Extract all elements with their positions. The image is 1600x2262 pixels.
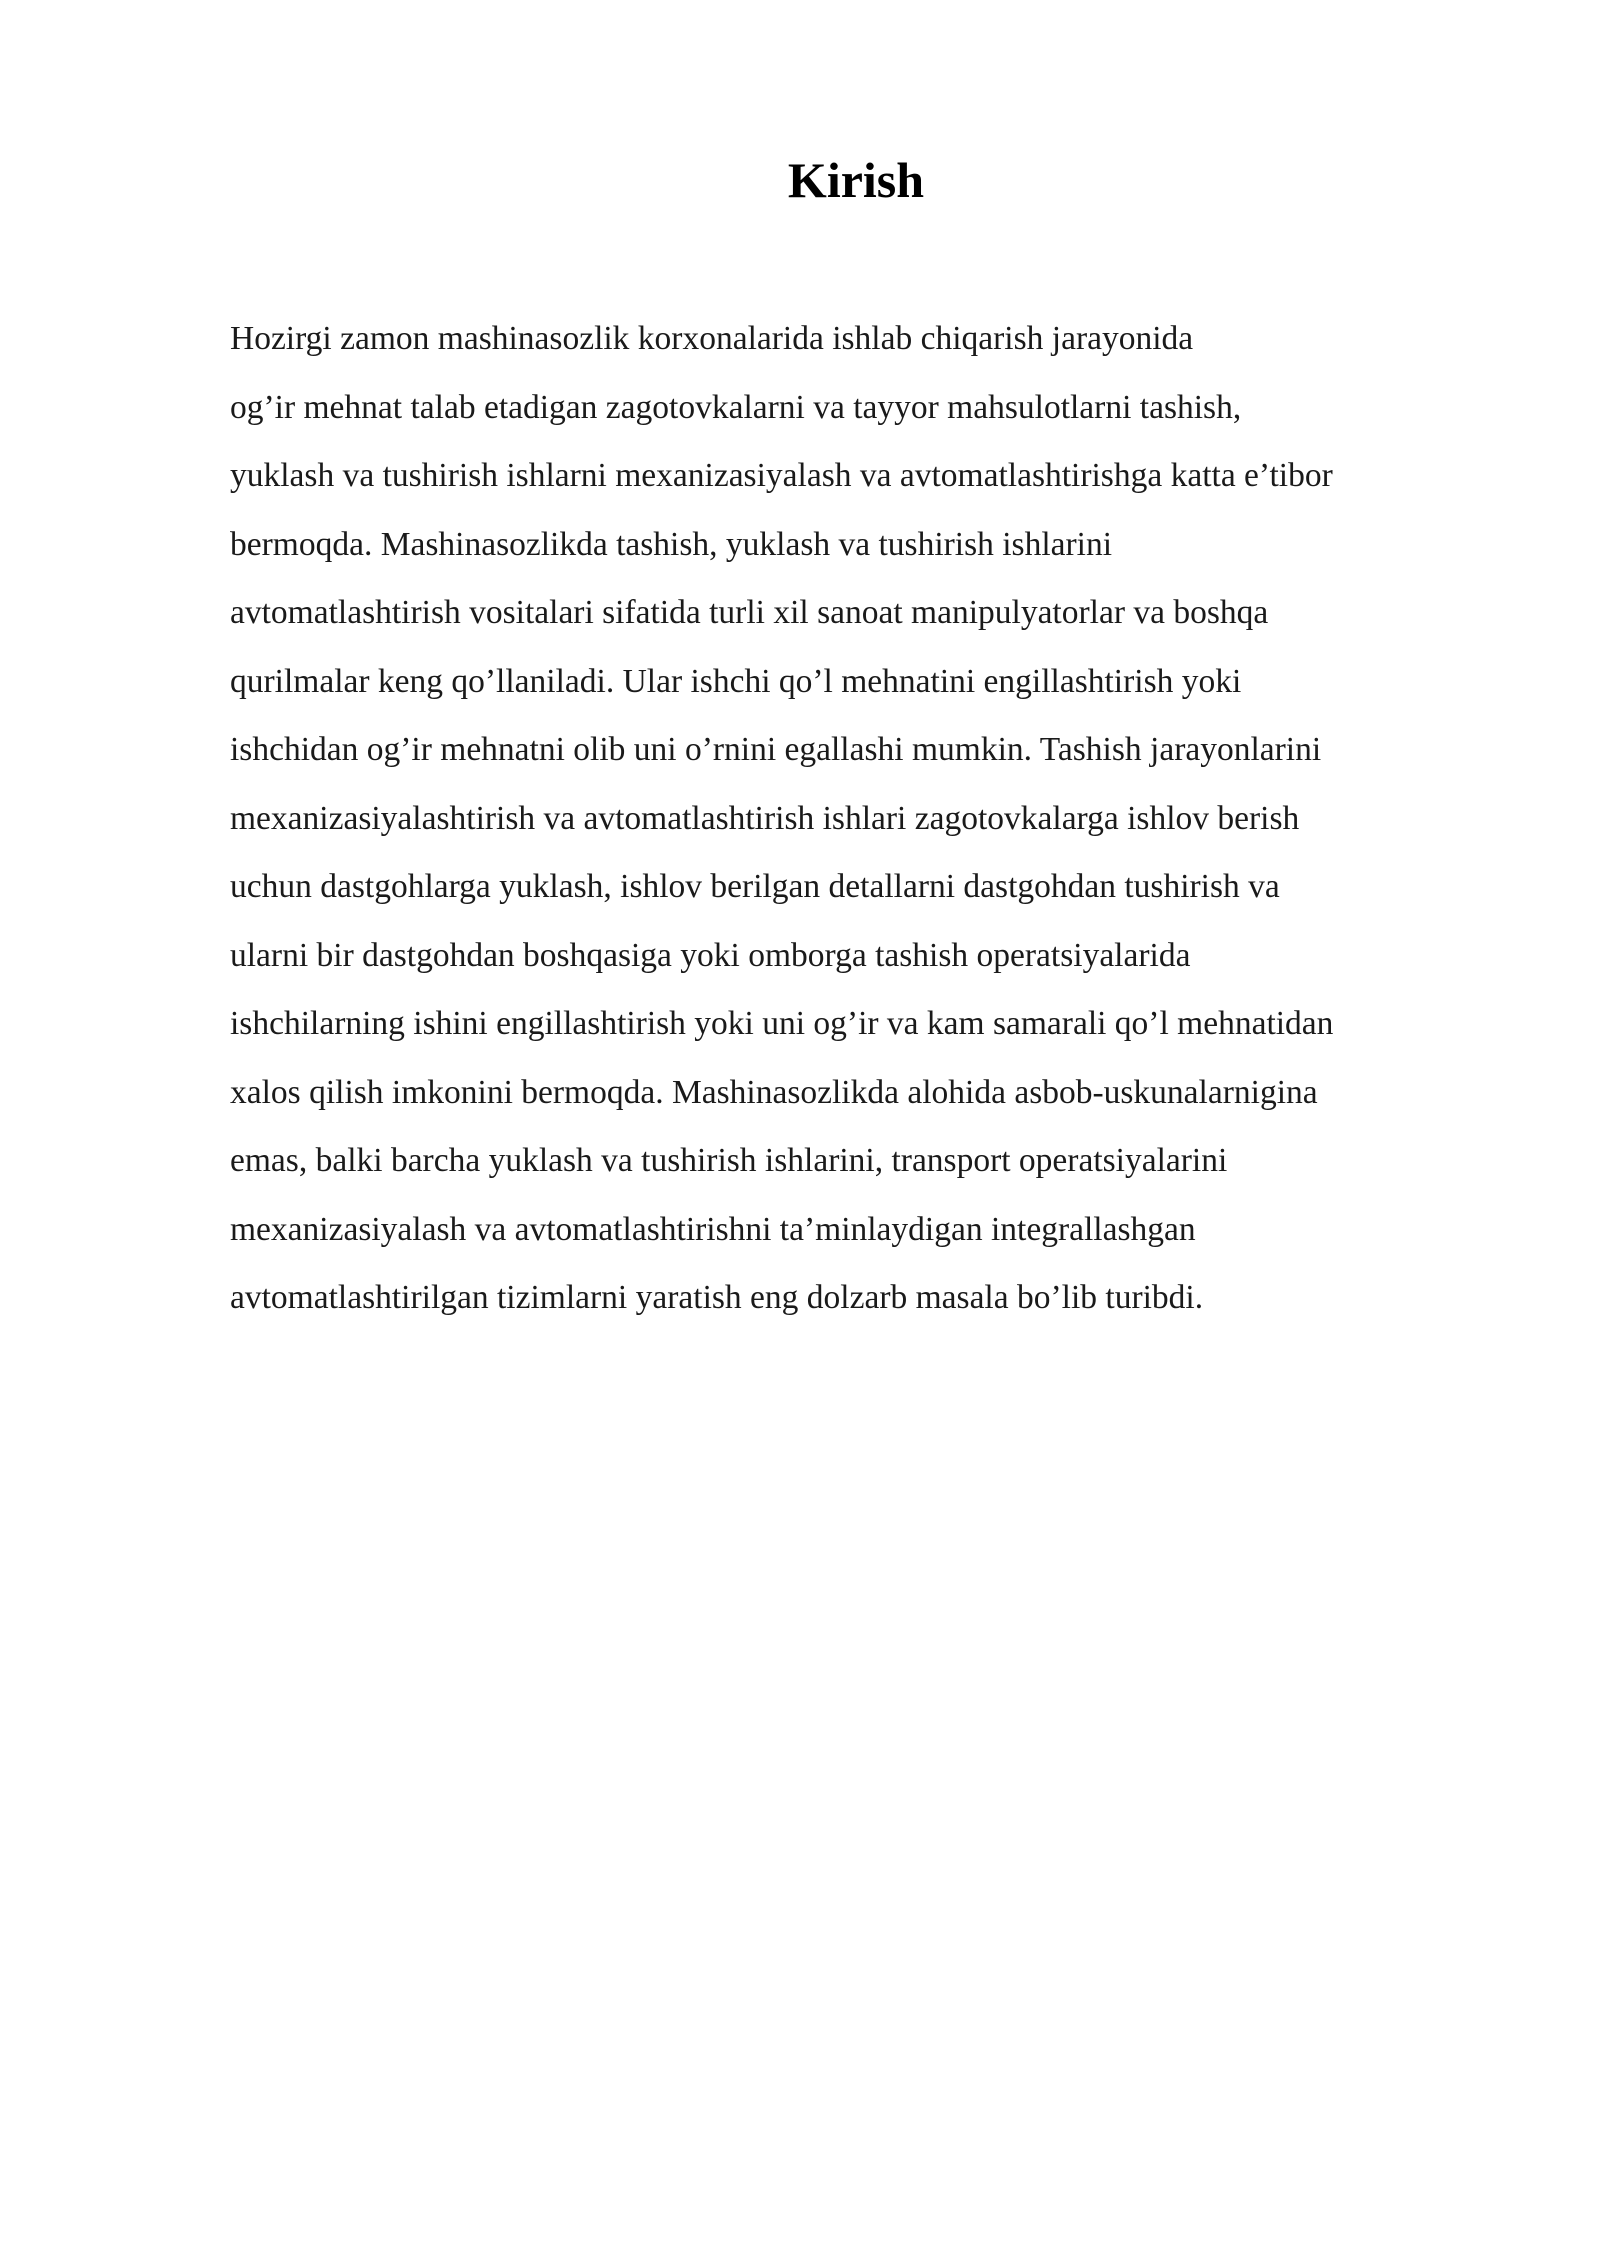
- paragraph-line: yuklash va tushirish ishlarni mexanizasiyalash va avtomatlashtirishga katta e’tibor: [230, 457, 1333, 494]
- paragraph-line: xalos qilish imkonini bermoqda. Mashinasozlikda alohida asbob-uskunalarnigina: [230, 1073, 1318, 1111]
- paragraph-line: ishchilarning ishini engillashtirish yoki uni og’ir va kam samarali qo’l mehnatidan: [230, 1005, 1334, 1042]
- paragraph-line: mexanizasiyalash va avtomatlashtirishni ta’minlaydigan integrallashgan: [230, 1210, 1196, 1248]
- paragraph-line: mexanizasiyalashtirish va avtomatlashtirish ishlari zagotovkalarga ishlov berish: [230, 799, 1300, 837]
- paragraph-line: emas, balki barcha yuklash va tushirish ishlarini, transport operatsiyalarini: [230, 1142, 1228, 1179]
- paragraph-line: uchun dastgohlarga yuklash, ishlov berilgan detallarni dastgohdan tushirish va: [230, 868, 1280, 905]
- paragraph-line: Hozirgi zamon mashinasozlik korxonalarida ishlab chiqarish jarayonida: [230, 320, 1194, 357]
- paragraph-line: og’ir mehnat talab etadigan zagotovkalarni va tayyor mahsulotlarni tashish,: [230, 388, 1242, 426]
- body-paragraph: [230, 305, 1530, 1333]
- paragraph-line: qurilmalar keng qo’llaniladi. Ular ishchi qo’l mehnatini engillashtirish yoki: [230, 662, 1242, 700]
- paragraph-line: ularni bir dastgohdan boshqasiga yoki omborga tashish operatsiyalarida: [230, 936, 1191, 974]
- page-title: Kirish: [787, 152, 925, 208]
- paragraph-line: ishchidan og’ir mehnatni olib uni o’rnini egallashi mumkin. Tashish jarayonlarini: [230, 731, 1322, 768]
- paragraph-line: avtomatlashtirilgan tizimlarni yaratish eng dolzarb masala bo’lib turibdi.: [230, 1279, 1204, 1316]
- paragraph-line: bermoqda. Mashinasozlikda tashish, yuklash va tushirish ishlarini: [230, 525, 1113, 563]
- paragraph-line: avtomatlashtirish vositalari sifatida turli xil sanoat manipulyatorlar va boshqa: [230, 594, 1269, 631]
